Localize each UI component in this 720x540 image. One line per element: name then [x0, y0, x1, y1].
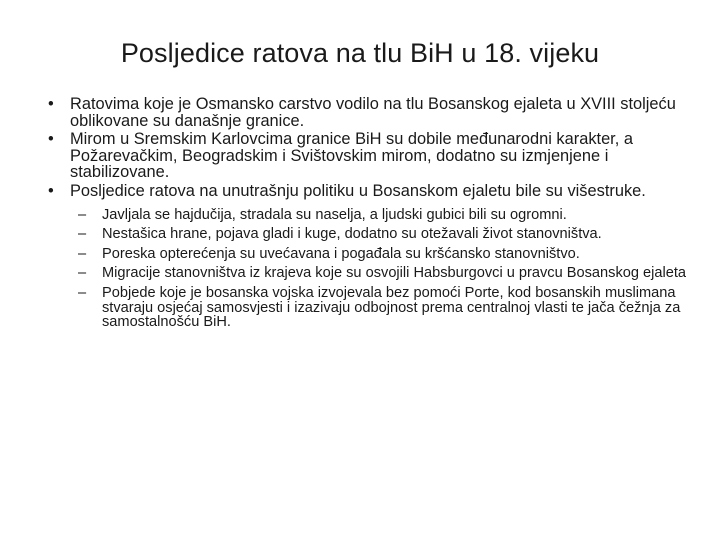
- dash-marker: –: [78, 284, 87, 301]
- sub-bullet-text: Migracije stanovništva iz krajeva koje su osvojili Habsburgovci u pravcu Bosanskog ejaleta: [102, 265, 687, 282]
- bullet-marker: •: [48, 181, 54, 200]
- slide-title: Posljedice ratova na tlu BiH u 18. vijeku: [120, 38, 600, 68]
- sub-bullet-text: Poreska opterećenja su uvećavana i pogađala su kršćansko stanovništvo.: [102, 245, 580, 262]
- bullet-text: Ratovima koje je Osmansko carstvo vodilo na tlu Bosanskog ejaleta u XVIII stoljeću oblikovane su današnje granice.: [70, 95, 676, 130]
- bullet-marker: •: [48, 95, 54, 113]
- sub-bullet-item: [70, 208, 698, 223]
- sub-bullet-item: [70, 266, 698, 281]
- sub-bullet-item: [70, 247, 698, 262]
- bullet-item: [48, 183, 698, 330]
- sub-bullet-text: Javljala se hajdučija, stradala su naselja, a ljudski gubici bili su ogromni.: [102, 206, 567, 223]
- dash-marker: –: [78, 206, 87, 223]
- dash-marker: –: [78, 226, 87, 243]
- bullet-marker: •: [48, 130, 54, 149]
- bullet-text: Posljedice ratova na unutrašnju politiku u Bosanskom ejaletu bile su višestruke.: [70, 181, 646, 200]
- bullet-list: [48, 96, 698, 330]
- sub-bullet-item: [70, 286, 698, 330]
- bullet-text: Mirom u Sremskim Karlovcima granice BiH su dobile međunarodni karakter, a Požarevačkim, Beogradskim i Svištovskim mirom, dodatno su izmjenjene i stabilizovane.: [70, 130, 633, 182]
- bullet-item: [48, 96, 698, 129]
- bullet-item: [48, 131, 698, 181]
- sub-bullet-list: [70, 208, 698, 330]
- dash-marker: –: [78, 265, 87, 282]
- slide-body: [48, 96, 698, 335]
- sub-bullet-item: [70, 227, 698, 242]
- dash-marker: –: [78, 245, 87, 262]
- sub-bullet-text: Nestašica hrane, pojava gladi i kuge, dodatno su otežavali život stanovništva.: [102, 226, 602, 243]
- sub-bullet-text: Pobjede koje je bosanska vojska izvojevala bez pomoći Porte, kod bosanskih muslimana stvaraju osjećaj samosvjesti i izazivaju odbojnost prema centralnoj vlasti te jača čežnja za samostalnošću BiH.: [102, 284, 681, 331]
